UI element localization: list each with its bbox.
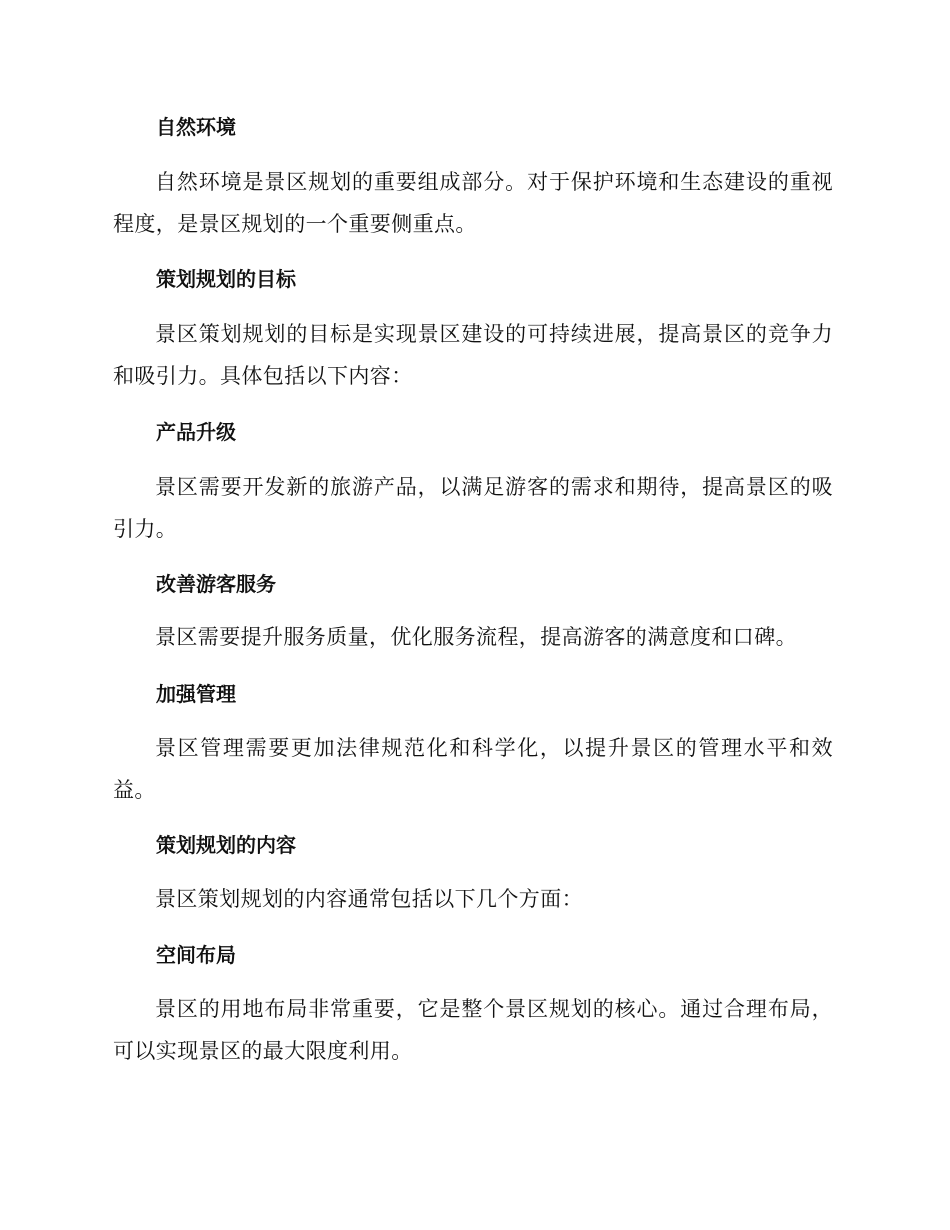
section-paragraph: 景区需要开发新的旅游产品，以满足游客的需求和期待，提高景区的吸引力。	[113, 475, 833, 541]
section-paragraph: 景区需要提升服务质量，优化服务流程，提高游客的满意度和口碑。	[155, 625, 797, 649]
section-heading: 策划规划的内容	[156, 833, 296, 857]
section-paragraph: 自然环境是景区规划的重要组成部分。对于保护环境和生态建设的重视程度，是景区规划的一个重要侧重点。	[113, 170, 833, 236]
section-heading: 空间布局	[156, 943, 236, 967]
section-heading: 改善游客服务	[156, 572, 276, 596]
section-paragraph: 景区管理需要更加法律规范化和科学化，以提升景区的管理水平和效益。	[113, 736, 833, 802]
section-heading: 策划规划的目标	[156, 267, 296, 291]
section-paragraph: 景区策划规划的内容通常包括以下几个方面：	[155, 887, 583, 911]
section-heading: 产品升级	[156, 420, 236, 444]
section-heading: 加强管理	[156, 682, 236, 706]
section-heading: 自然环境	[156, 115, 236, 139]
section-paragraph: 景区策划规划的目标是实现景区建设的可持续进展，提高景区的竞争力和吸引力。具体包括以下内容：	[113, 322, 833, 388]
section-paragraph: 景区的用地布局非常重要，它是整个景区规划的核心。通过合理布局，可以实现景区的最大限度利用。	[113, 997, 833, 1063]
